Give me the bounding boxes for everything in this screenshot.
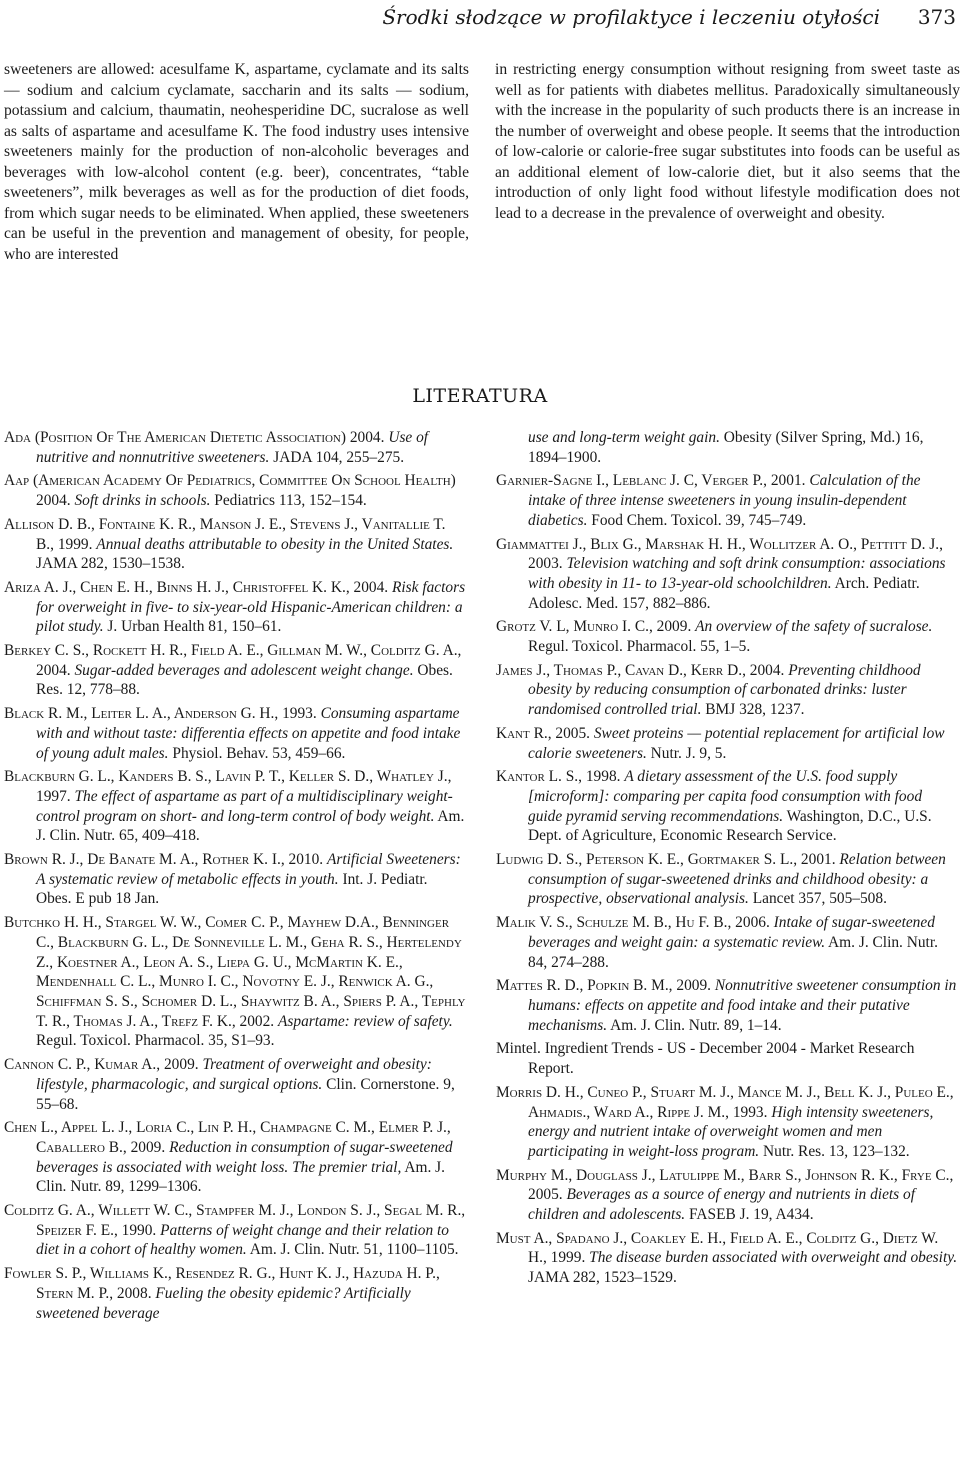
- reference-entry: [4, 850, 466, 909]
- reference-source: Washington, D.C., U.S. Dept. of Agriculture, Economic Research Service.: [528, 807, 932, 845]
- reference-year: , 2009.: [668, 977, 715, 995]
- reference-entry: [4, 515, 466, 574]
- reference-title: Sweet proteins — potential replacement for artificial low calorie sweeteners.: [528, 724, 945, 762]
- reference-entry: [496, 535, 958, 614]
- reference-entry: [496, 913, 958, 972]
- reference-title: The effect of aspartame as part of a multidisciplinary weight-control program on short- and long-term control of body weight.: [36, 787, 453, 825]
- reference-entry: [496, 1083, 958, 1162]
- reference-year: , 2009.: [122, 1138, 170, 1156]
- body-paragraph: in restricting energy consumption without resigning from sweet taste as well as for patients with diabetes mellitus. Paradoxically simultaneously with the increase in the popularity of such products there is an increase in the number of overweight and obese people. It seems that the introduction of low-calorie or calorie-free sugar substitutes into foods can be useful as an additional element of low-calorie diet, but it also seems that the introduction of only light food without lifestyle modification does not lead to a decrease in the prevalence of overweight and obesity.: [495, 61, 960, 222]
- reference-title: Soft drinks in schools.: [74, 492, 211, 510]
- reference-authors: James J., Thomas P., Cavan D., Kerr D.: [496, 661, 743, 679]
- reference-source: Pediatrics 113, 152–154.: [210, 492, 367, 510]
- reference-source: Am. J. Clin. Nutr. 89, 1–14.: [607, 1016, 782, 1034]
- reference-year: , 1998.: [578, 768, 625, 786]
- reference-entry: [496, 617, 958, 656]
- reference-year: , 2009.: [648, 618, 696, 636]
- reference-entry: [496, 976, 958, 1035]
- references-column-right: [496, 428, 958, 1292]
- reference-authors: Ada (Position Of The American Dietetic Association): [4, 429, 346, 446]
- reference-entry: [4, 1264, 466, 1323]
- reference-year: , 2004.: [742, 661, 789, 679]
- reference-entry: [4, 641, 466, 700]
- reference-authors: Kant R.: [496, 724, 548, 742]
- reference-authors: Grotz V. L, Munro I. C.: [496, 618, 649, 636]
- reference-year: , 2005.: [528, 1166, 954, 1204]
- reference-source: JADA 104, 255–275.: [269, 448, 405, 466]
- reference-year: 2004.: [346, 429, 389, 446]
- reference-title: The disease burden associated with overweight and obesity.: [589, 1249, 958, 1267]
- reference-authors: Blackburn G. L., Kanders B. S., Lavin P. T., Keller S. D., Whatley J.: [4, 768, 448, 786]
- reference-year: , 1997.: [36, 768, 452, 805]
- reference-authors: Ariza A. J., Chen E. H., Binns H. J., Christoffel K. K.: [4, 578, 346, 596]
- reference-title: Fueling the obesity epidemic? Artificially sweetened beverage: [36, 1284, 411, 1322]
- reference-source: Regul. Toxicol. Pharmacol. 35, S1–93.: [36, 1032, 275, 1050]
- reference-year: , 2009.: [156, 1056, 203, 1074]
- reference-source: J. Urban Health 81, 150–61.: [103, 618, 282, 636]
- reference-authors: Mattes R. D., Popkin B. M.: [496, 977, 669, 995]
- reference-entry: [496, 428, 958, 467]
- reference-entry: [496, 1039, 958, 1078]
- reference-authors: Morris D. H., Cuneo P., Stuart M. J., Mance M. J., Bell K. J., Puleo E., Ahmadis., Ward A., Rippe J. M.: [496, 1083, 954, 1121]
- reference-title: An overview of the safety of sucralose.: [695, 618, 933, 636]
- literature-heading: LITERATURA: [412, 385, 548, 407]
- reference-year: , 2001.: [763, 472, 810, 490]
- reference-title: Television watching and soft drink consumption: associations with obesity in 11- to 13-year-old schoolchildren.: [528, 555, 946, 592]
- reference-source: Am. J. Clin. Nutr. 65, 409–418.: [36, 807, 465, 845]
- reference-year: , 1999.: [542, 1249, 590, 1267]
- reference-year: , 2005.: [547, 724, 594, 742]
- reference-title: Consuming aspartame with and without taste: differentia effects on appetite and food intake of young adult males.: [36, 705, 461, 762]
- reference-authors: Ludwig D. S., Peterson K. E., Gortmaker S. L.: [496, 851, 794, 869]
- reference-source: Mintel. Ingredient Trends - US - December 2004 - Market Research Report.: [496, 1040, 915, 1078]
- reference-source: Nutr. Res. 13, 123–132.: [759, 1142, 910, 1160]
- reference-title: Relation between consumption of sugar-sweetened drinks and childhood obesity: a prospective, observational analysis.: [528, 851, 946, 908]
- reference-source: BMJ 328, 1237.: [701, 701, 805, 719]
- reference-entry: [496, 767, 958, 846]
- reference-year: 2004.: [36, 492, 75, 510]
- reference-source: Nutr. J. 9, 5.: [646, 744, 727, 762]
- reference-authors: Malik V. S., Schulze M. B., Hu F. B.: [496, 914, 728, 932]
- reference-title: use and long-term weight gain.: [528, 429, 720, 446]
- reference-year: , 2004.: [36, 642, 462, 679]
- reference-authors: Brown R. J., De Banate M. A., Rother K. I.: [4, 851, 281, 869]
- reference-year: , 2006.: [727, 914, 774, 932]
- reference-source: FASEB J. 19, A434.: [685, 1206, 814, 1224]
- reference-year: , 2003.: [528, 535, 943, 573]
- reference-source: Am. J. Clin. Nutr. 84, 274–288.: [528, 933, 938, 971]
- reference-year: , 2008.: [109, 1284, 156, 1302]
- reference-authors: Butchko H. H., Stargel W. W., Comer C. P., Mayhew D.A., Benninger C., Blackburn G. L., De Sonneville L. M., Geha R. S., Hertelendy Z., Koestner A., Leon A. S., Liepa G. U., McMartin K. E., Mendenhall C. L., Munro I. C., Novotny E. J., Renwick A. G., Schiffman S. S., Schomer D. L., Shaywitz B. A., Spiers P. A., Tephly T. R., Thomas J. A., Trefz F. K.: [4, 914, 466, 1030]
- reference-source: Arch. Pediatr. Adolesc. Med. 157, 882–886.: [528, 574, 920, 612]
- reference-authors: Allison D. B., Fontaine K. R., Manson J. E., Stevens J., Vanitallie T. B.: [4, 515, 446, 553]
- reference-authors: Fowler S. P., Williams K., Resendez R. G., Hunt K. J., Hazuda H. P., Stern M. P.: [4, 1265, 440, 1302]
- page-number: 373: [917, 5, 956, 29]
- reference-year: , 2004.: [345, 578, 392, 596]
- reference-year: , 1993.: [274, 705, 321, 723]
- reference-authors: Chen L., Appel L. J., Loria C., Lin P. H., Champagne C. M., Elmer P. J., Caballero B.: [4, 1119, 451, 1156]
- reference-source: Lancet 357, 505–508.: [748, 890, 887, 908]
- reference-source: Regul. Toxicol. Pharmacol. 55, 1–5.: [528, 638, 751, 656]
- reference-title: Calculation of the intake of three intense sweeteners in young insulin-dependent diabetics.: [528, 472, 921, 529]
- body-paragraph: sweeteners are allowed: acesulfame K, aspartame, cyclamate and its salts — sodium and calcium cyclamate, saccharin and its salts — sodium, potassium and calcium, thaumatin, neohesperidine DC, sucralose as well as salts of aspartame and acesulfame K. The food industry uses intensive sweeteners mainly for the production of non-alcoholic beverages and beverages with low-alcohol content (e.g. beer), concentrates, “table sweeteners”, milk beverages as well as for the production of diet foods, from which sugar needs to be eliminated. When applied, these sweeteners can be useful in the prevention and management of obesity, for people, who are interested: [4, 61, 469, 263]
- reference-title: Annual deaths attributable to obesity in the United States.: [96, 535, 454, 553]
- reference-entry: [496, 661, 958, 720]
- reference-entry: [4, 1118, 466, 1197]
- reference-entry: [496, 850, 958, 909]
- body-column-right: [495, 60, 960, 224]
- reference-entry: [496, 471, 958, 530]
- reference-entry: [4, 471, 466, 510]
- body-column-left: [4, 60, 469, 265]
- reference-title: Aspartame: review of safety.: [277, 1012, 453, 1030]
- reference-authors: Must A., Spadano J., Coakley E. H., Field A. E., Colditz G., Dietz W. H.: [496, 1229, 939, 1267]
- reference-source: Physiol. Behav. 53, 459–66.: [168, 744, 346, 762]
- references-column-left: [4, 428, 466, 1327]
- reference-year: , 1999.: [50, 535, 97, 553]
- reference-title: Reduction in consumption of sugar-sweetened beverages is associated with weight loss. The premier trial,: [36, 1138, 453, 1176]
- reference-authors: Berkey C. S., Rockett H. R., Field A. E., Gillman M. W., Colditz G. A.: [4, 642, 458, 660]
- reference-title: High intensity sweeteners, energy and nutrient intake of overweight women and men participating in weight-loss program.: [528, 1103, 934, 1160]
- reference-source: Obesity (Silver Spring, Md.) 16, 1894–1900.: [528, 429, 924, 466]
- reference-year: , 2010.: [280, 851, 327, 869]
- reference-entry: [496, 1229, 958, 1288]
- reference-year: , 1990.: [113, 1221, 161, 1239]
- reference-source: Am. J. Clin. Nutr. 51, 1100–1105.: [246, 1241, 459, 1259]
- reference-title: Intake of sugar-sweetened beverages and weight gain: a systematic review.: [528, 914, 935, 951]
- reference-title: Treatment of overweight and obesity: lifestyle, pharmacologic, and surgical options.: [36, 1056, 432, 1093]
- reference-entry: [4, 913, 466, 1051]
- reference-title: A dietary assessment of the U.S. food supply [microform]: comparing per capita food consumption with food guide pyramid serving recommendations.: [528, 768, 923, 825]
- reference-title: Patterns of weight change and their relation to diet in a cohort of healthy women.: [36, 1221, 449, 1259]
- reference-authors: Colditz G. A., Willett W. C., Stampfer M. J., London S. J., Segal M. R., Speizer F. E.: [4, 1202, 466, 1239]
- reference-year: , 2001.: [793, 851, 840, 869]
- reference-year: , 2002.: [231, 1012, 278, 1030]
- page-header: [0, 0, 960, 36]
- reference-title: Nonnutritive sweetener consumption in humans: effects on appetite and food intake and their putative mechanisms.: [528, 977, 957, 1034]
- reference-entry: [4, 428, 466, 467]
- reference-authors: Garnier-Sagne I., Leblanc J. C, Verger P.: [496, 472, 764, 490]
- reference-title: Beverages as a source of energy and nutrients in diets of children and adolescents.: [528, 1186, 915, 1224]
- reference-authors: Giammattei J., Blix G., Marshak H. H., Wollitzer A. O., Pettitt D. J.: [496, 535, 940, 553]
- reference-entry: [496, 724, 958, 763]
- reference-entry: [4, 1201, 466, 1260]
- reference-source: Am. J. Clin. Nutr. 89, 1299–1306.: [36, 1158, 445, 1196]
- reference-entry: [4, 704, 466, 763]
- reference-source: Food Chem. Toxicol. 39, 745–749.: [587, 511, 807, 529]
- reference-authors: Murphy M., Douglass J., Latulippe M., Barr S., Johnson R. K., Frye C.: [496, 1166, 950, 1184]
- reference-entry: [4, 578, 466, 637]
- reference-source: JAMA 282, 1530–1538.: [36, 555, 185, 573]
- reference-title: Artificial Sweeteners: A systematic review of metabolic effects in youth.: [36, 851, 461, 888]
- reference-source: Clin. Cornerstone. 9, 55–68.: [36, 1075, 455, 1113]
- reference-authors: Black R. M., Leiter L. A., Anderson G. H.: [4, 705, 275, 723]
- reference-entry: [496, 1166, 958, 1225]
- reference-authors: Kantor L. S.: [496, 768, 579, 786]
- reference-year: , 1993.: [725, 1103, 772, 1121]
- reference-authors: Aap (American Academy Of Pediatrics, Committee On School Health): [4, 472, 456, 490]
- reference-entry: [4, 767, 466, 846]
- reference-entry: [4, 1055, 466, 1114]
- running-title: Środki słodzące w profilaktyce i leczeniu otyłości: [382, 5, 880, 29]
- reference-source: JAMA 282, 1523–1529.: [528, 1269, 677, 1287]
- reference-title: Preventing childhood obesity by reducing consumption of carbonated drinks: luster randomised controlled trial.: [528, 661, 921, 719]
- reference-title: Use of nutritive and nonnutritive sweeteners.: [36, 429, 429, 466]
- reference-source: Int. J. Pediatr. Obes. E pub 18 Jan.: [36, 870, 428, 908]
- reference-source: Obes. Res. 12, 778–88.: [36, 661, 453, 699]
- reference-authors: Cannon C. P., Kumar A.: [4, 1056, 157, 1074]
- reference-title: Sugar-added beverages and adolescent weight change.: [74, 661, 414, 679]
- reference-title: Risk factors for overweight in five- to six-year-old Hispanic-American children: a pilot study.: [36, 578, 466, 636]
